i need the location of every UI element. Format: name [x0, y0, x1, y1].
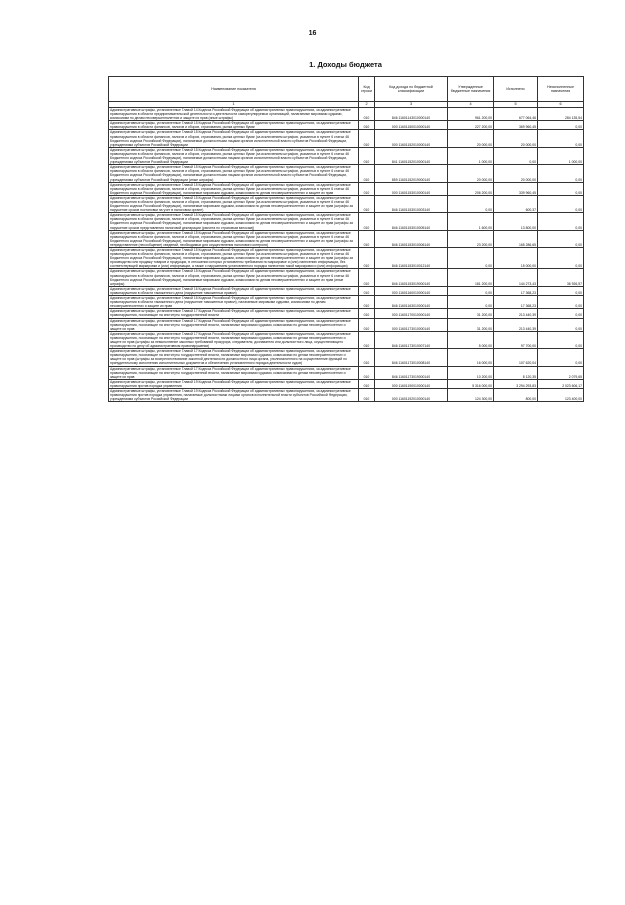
- cell-income-code: 859 11601152019000140: [375, 165, 448, 182]
- header-income-code: Код дохода по бюджетной классификации: [375, 77, 448, 102]
- cell-executed: 339 960,45: [494, 182, 538, 195]
- table-row: [109, 182, 584, 195]
- cell-executed: 677 064,46: [494, 108, 538, 121]
- cell-line-code: 010: [359, 182, 375, 195]
- cell-approved: 206 200,00: [448, 182, 494, 195]
- cell-income-code: 000 11601150010000140: [375, 121, 448, 130]
- cell-executed: 213 440,39: [494, 318, 538, 331]
- column-number: 3: [375, 102, 448, 108]
- cell-name: Административные штрафы, установленные Главой 15 Кодекса Российской Федерации об административных правонарушениях, за административные правонарушения в области финансов, налогов и сборов, страхования, рынка ценных бумаг (за исключением штрафов, указанных в пункте 6 статьи 46 Бюджетного кодекса Российской Федерации), налагаемые должностными лицами органов исполнительной власти субъектов Российской Федерации, учреждениями субъектов Российской Федерации (иные штрафы): [109, 165, 359, 182]
- cell-unexecuted: 2 023 606,17: [538, 379, 584, 388]
- cell-unexecuted: 0,00: [538, 130, 584, 147]
- cell-executed: 97 700,00: [494, 331, 538, 348]
- cell-executed: 17 368,23: [494, 296, 538, 309]
- cell-income-code: 000 11601192010000140: [375, 389, 448, 402]
- cell-executed: 13 800,00: [494, 213, 538, 230]
- cell-approved: 124 300,00: [448, 389, 494, 402]
- cell-executed: 15 000,00: [494, 248, 538, 269]
- cell-income-code: 000 11601160010000140: [375, 286, 448, 295]
- cell-line-code: 010: [359, 269, 375, 286]
- cell-unexecuted: 0,00: [538, 296, 584, 309]
- cell-executed: 0,00: [494, 147, 538, 164]
- cell-unexecuted: 0,00: [538, 309, 584, 318]
- cell-name: Административные штрафы, установленные Главой 15 Кодекса Российской Федерации об административных правонарушениях, за административные правонарушения в области финансов, налогов и сборов, страхования, рынка ценных бумаг (за исключением штрафов, указанных в пункте 6 статьи 46 Бюджетного кодекса Российской Федерации), налагаемые мировыми судьями, комиссиями по делам несовершеннолетних и защите их прав: [109, 182, 359, 195]
- cell-income-code: 846 11601153010006140: [375, 230, 448, 247]
- cell-name: Административные штрафы, установленные Главой 17 Кодекса Российской Федерации об административных правонарушениях, за административные правонарушения, посягающие на институты государственной власти, налагаемые мировыми судьями, комиссиями по делам несовершеннолетних и защите их прав: [109, 318, 359, 331]
- cell-name: Административные штрафы, установленные Главой 16 Кодекса Российской Федерации об административных правонарушениях, за административные правонарушения в области таможенного дела (нарушение таможенных правил), налагаемые мировыми судьями, комиссиями по делам несовершеннолетних и защите их прав: [109, 296, 359, 309]
- table-row: [109, 379, 584, 388]
- cell-unexecuted: 0,00: [538, 248, 584, 269]
- cell-unexecuted: 0,00: [538, 213, 584, 230]
- cell-approved: 5 000,00: [448, 331, 494, 348]
- cell-unexecuted: 0,00: [538, 318, 584, 331]
- cell-approved: 5 316 000,00: [448, 379, 494, 388]
- cell-approved: 20 000,00: [448, 130, 494, 147]
- cell-approved: 0,00: [448, 286, 494, 295]
- cell-executed: 369 960,45: [494, 121, 538, 130]
- cell-executed: 20 000,00: [494, 130, 538, 147]
- cell-executed: 8 120,35: [494, 366, 538, 379]
- cell-approved: 16 000,00: [448, 349, 494, 366]
- cell-name: Административные штрафы, установленные Главой 15 Кодекса Российской Федерации об административных правонарушениях, за административные правонарушения в области финансов, налогов и сборов, страхования, рынка ценных бумаг (за исключением штрафов, указанных в пункте 6 статьи 46 Бюджетного кодекса Российской Федерации), налагаемые мировыми судьями, комиссиями по делам несовершеннолетних и защите их прав (штрафы за производство или продажу товаров и продукции, в отношении которых установлены требования по маркировке и (или) нанесению информации, без соответствующей маркировки и (или) информации, а также с нарушением установленного порядка нанесения такой маркировки и (или) информации): [109, 248, 359, 269]
- cell-line-code: 010: [359, 165, 375, 182]
- column-number: 5: [494, 102, 538, 108]
- cell-approved: 31 200,00: [448, 318, 494, 331]
- cell-approved: 1 600,00: [448, 213, 494, 230]
- cell-name: Административные штрафы, установленные Главой 17 Кодекса Российской Федерации об административных правонарушениях, за административные правонарушения, посягающие на институты государственной власти, налагаемые мировыми судьями, комиссиями по делам несовершеннолетних и защите их прав (штрафы за воспрепятствование законной деятельности должностного лица органа, уполномоченного на осуществление функций по принудительному исполнению исполнительных документов и обеспечению установленного порядка деятельности судов): [109, 349, 359, 366]
- cell-income-code: 846 11601153010003140: [375, 195, 448, 212]
- cell-line-code: 010: [359, 108, 375, 121]
- cell-income-code: 846 11601173010007140: [375, 331, 448, 348]
- cell-income-code: 846 11601173019000140: [375, 366, 448, 379]
- cell-income-code: 846 11601153010012140: [375, 248, 448, 269]
- cell-line-code: 010: [359, 318, 375, 331]
- cell-executed: 213 440,39: [494, 309, 538, 318]
- column-number: 2: [359, 102, 375, 108]
- header-approved: Утвержденные бюджетные назначения: [448, 77, 494, 102]
- cell-executed: 800,00: [494, 389, 538, 402]
- cell-unexecuted: 284 135,54: [538, 108, 584, 121]
- cell-executed: 17 368,23: [494, 286, 538, 295]
- table-row: [109, 130, 584, 147]
- cell-income-code: 000 11601153010000140: [375, 182, 448, 195]
- cell-unexecuted: 0,00: [538, 286, 584, 295]
- cell-line-code: 010: [359, 296, 375, 309]
- cell-approved: 0,00: [448, 248, 494, 269]
- cell-executed: 165 286,65: [494, 230, 538, 247]
- cell-line-code: 010: [359, 366, 375, 379]
- cell-name: Административные штрафы, установленные Главой 19 Кодекса Российской Федерации об административных правонарушениях, за административные правонарушения против порядка управления: [109, 379, 359, 388]
- cell-approved: 20 000,00: [448, 165, 494, 182]
- cell-approved: 0,00: [448, 195, 494, 212]
- cell-unexecuted: 36 926,57: [538, 269, 584, 286]
- cell-line-code: 010: [359, 389, 375, 402]
- cell-approved: 0,00: [448, 296, 494, 309]
- cell-name: Административные штрафы, установленные Главой 14 Кодекса Российской Федерации об административных правонарушениях, за административные правонарушения в области предпринимательской деятельности и деятельности саморегулируемых организаций, налагаемые мировыми судьями, комиссиями по делам несовершеннолетних и защите их прав (иные штрафы): [109, 108, 359, 121]
- cell-income-code: 000 11601190010000140: [375, 379, 448, 388]
- cell-name: Административные штрафы, установленные Главой 16 Кодекса Российской Федерации об административных правонарушениях, за административные правонарушения в области таможенного дела (нарушение таможенных правил): [109, 286, 359, 295]
- cell-name: Административные штрафы, установленные Главой 17 Кодекса Российской Федерации об административных правонарушениях, за административные правонарушения, посягающие на институты государственной власти: [109, 309, 359, 318]
- cell-line-code: 010: [359, 213, 375, 230]
- table-row: [109, 269, 584, 286]
- cell-income-code: 841 11601152010000140: [375, 147, 448, 164]
- cell-line-code: 010: [359, 286, 375, 295]
- cell-approved: 23 200,00: [448, 230, 494, 247]
- page-number: 16: [308, 30, 317, 37]
- cell-approved: 227 200,00: [448, 121, 494, 130]
- cell-line-code: 010: [359, 349, 375, 366]
- cell-approved: 961 200,00: [448, 108, 494, 121]
- header-unexecuted: Неисполненные назначения: [538, 77, 584, 102]
- cell-name: Административные штрафы, установленные Главой 15 Кодекса Российской Федерации об административных правонарушениях, за административные правонарушения в области финансов, налогов и сборов, страхования, рынка ценных бумаг: [109, 121, 359, 130]
- cell-line-code: 010: [359, 121, 375, 130]
- cell-name: Административные штрафы, установленные Главой 15 Кодекса Российской Федерации об административных правонарушениях, за административные правонарушения в области финансов, налогов и сборов, страхования, рынка ценных бумаг (за исключением штрафов, указанных в пункте 6 статьи 46 Бюджетного кодекса Российской Федерации), налагаемые должностными лицами органов исполнительной власти субъектов Российской Федерации, учреждениями субъектов Российской Федерации: [109, 130, 359, 147]
- cell-line-code: 010: [359, 248, 375, 269]
- cell-executed: 107 620,04: [494, 349, 538, 366]
- cell-executed: 20 000,00: [494, 165, 538, 182]
- cell-line-code: 010: [359, 130, 375, 147]
- cell-approved: 31 200,00: [448, 309, 494, 318]
- table-row: [109, 286, 584, 295]
- cell-income-code: 846 11601163010000140: [375, 296, 448, 309]
- table-header-row: [109, 77, 584, 102]
- cell-line-code: 010: [359, 331, 375, 348]
- table-row: [109, 165, 584, 182]
- column-number: 6: [538, 102, 584, 108]
- cell-line-code: 010: [359, 309, 375, 318]
- header-line-code: Код строки: [359, 77, 375, 102]
- table-row: [109, 248, 584, 269]
- cell-line-code: 010: [359, 230, 375, 247]
- cell-unexecuted: 2 079,65: [538, 366, 584, 379]
- cell-approved: 10 200,00: [448, 366, 494, 379]
- table-row: [109, 366, 584, 379]
- cell-line-code: 010: [359, 195, 375, 212]
- cell-income-code: 846 11601153010005140: [375, 213, 448, 230]
- cell-income-code: 000 11601170010000140: [375, 309, 448, 318]
- table-row: [109, 121, 584, 130]
- cell-approved: 1 000,00: [448, 147, 494, 164]
- cell-executed: 144 273,43: [494, 269, 538, 286]
- header-executed: Исполнено: [494, 77, 538, 102]
- column-number: 4: [448, 102, 494, 108]
- cell-name: Административные штрафы, установленные Главой 15 Кодекса Российской Федерации об административных правонарушениях, за административные правонарушения в области финансов, налогов и сборов, страхования, рынка ценных бумаг (за исключением штрафов, указанных в пункте 6 статьи 46 Бюджетного кодекса Российской Федерации), налагаемые мировыми судьями, комиссиями по делам несовершеннолетних и защите их прав (иные штрафы): [109, 269, 359, 286]
- header-name: Наименование показателя: [109, 77, 359, 102]
- cell-name: Административные штрафы, установленные Главой 15 Кодекса Российской Федерации об административных правонарушениях, за административные правонарушения в области финансов, налогов и сборов, страхования, рынка ценных бумаг (за исключением штрафов, указанных в пункте 6 статьи 46 Бюджетного кодекса Российской Федерации), налагаемые мировыми судьями, комиссиями по делам несовершеннолетних и защите их прав (штрафы за нарушение сроков постановки на учет в налоговом органе): [109, 195, 359, 212]
- cell-income-code: 846 11601173010008140: [375, 349, 448, 366]
- cell-unexecuted: 1 000,00: [538, 147, 584, 164]
- table-row: [109, 349, 584, 366]
- cell-unexecuted: 0,00: [538, 349, 584, 366]
- cell-line-code: 010: [359, 379, 375, 388]
- cell-unexecuted: 0,00: [538, 195, 584, 212]
- cell-unexecuted: 123 400,00: [538, 389, 584, 402]
- table-row: [109, 230, 584, 247]
- cell-name: Административные штрафы, установленные Главой 17 Кодекса Российской Федерации об административных правонарушениях, за административные правонарушения, посягающие на институты государственной власти, налагаемые мировыми судьями, комиссиями по делам несовершеннолетних и защите их прав: [109, 366, 359, 379]
- table-row: [109, 213, 584, 230]
- table-row: [109, 318, 584, 331]
- table-row: [109, 309, 584, 318]
- cell-name: Административные штрафы, установленные Главой 15 Кодекса Российской Федерации об административных правонарушениях, за административные правонарушения в области финансов, налогов и сборов, страхования, рынка ценных бумаг (за исключением штрафов, указанных в пункте 6 статьи 46 Бюджетного кодекса Российской Федерации), налагаемые мировыми судьями, комиссиями по делам несовершеннолетних и защите их прав (штрафы за нарушение сроков представления налоговой декларации (расчета по страховым взносам)): [109, 213, 359, 230]
- column-number: 1: [109, 102, 359, 108]
- table-row: [109, 195, 584, 212]
- table-row: [109, 331, 584, 348]
- cell-unexecuted: 0,00: [538, 121, 584, 130]
- cell-name: Административные штрафы, установленные Главой 17 Кодекса Российской Федерации об административных правонарушениях, за административные правонарушения, посягающие на институты государственной власти, налагаемые мировыми судьями, комиссиями по делам несовершеннолетних и защите их прав (штрафы за невыполнение законных требований прокурора, следователя, дознавателя или должностного лица, осуществляющего производство по делу об административном правонарушении): [109, 331, 359, 348]
- cell-income-code: 846 11601153019000140: [375, 269, 448, 286]
- cell-name: Административные штрафы, установленные Главой 15 Кодекса Российской Федерации об административных правонарушениях, за административные правонарушения в области финансов, налогов и сборов, страхования, рынка ценных бумаг (за исключением штрафов, указанных в пункте 6 статьи 46 Бюджетного кодекса Российской Федерации), налагаемые мировыми судьями, комиссиями по делам несовершеннолетних и защите их прав (штрафы за непредставление (несообщение) сведений, необходимых для осуществления налогового контроля): [109, 230, 359, 247]
- cell-income-code: 000 11601152010000140: [375, 130, 448, 147]
- table-row: [109, 296, 584, 309]
- cell-approved: 181 200,00: [448, 269, 494, 286]
- section-title: 1. Доходы бюджета: [309, 60, 382, 69]
- cell-line-code: 010: [359, 147, 375, 164]
- table-row: [109, 389, 584, 402]
- cell-unexecuted: 0,00: [538, 331, 584, 348]
- table-row: [109, 147, 584, 164]
- budget-income-table: [108, 76, 584, 402]
- cell-executed: 3 294 293,83: [494, 379, 538, 388]
- cell-income-code: 000 11601173010000140: [375, 318, 448, 331]
- cell-executed: 600,37: [494, 195, 538, 212]
- cell-unexecuted: 0,00: [538, 230, 584, 247]
- cell-name: Административные штрафы, установленные Главой 19 Кодекса Российской Федерации об административных правонарушениях, за административные правонарушения против порядка управления, налагаемые должностными лицами органов исполнительной власти субъектов Российской Федерации, учреждениями субъектов Российской Федерации: [109, 389, 359, 402]
- cell-unexecuted: 0,00: [538, 182, 584, 195]
- cell-unexecuted: 0,00: [538, 165, 584, 182]
- cell-name: Административные штрафы, установленные Главой 15 Кодекса Российской Федерации об административных правонарушениях, за административные правонарушения в области финансов, налогов и сборов, страхования, рынка ценных бумаг (за исключением штрафов, указанных в пункте 6 статьи 46 Бюджетного кодекса Российской Федерации), налагаемые должностными лицами органов исполнительной власти субъектов Российской Федерации, учреждениями субъектов Российской Федерации: [109, 147, 359, 164]
- cell-income-code: 846 11601143010000140: [375, 108, 448, 121]
- table-row: [109, 108, 584, 121]
